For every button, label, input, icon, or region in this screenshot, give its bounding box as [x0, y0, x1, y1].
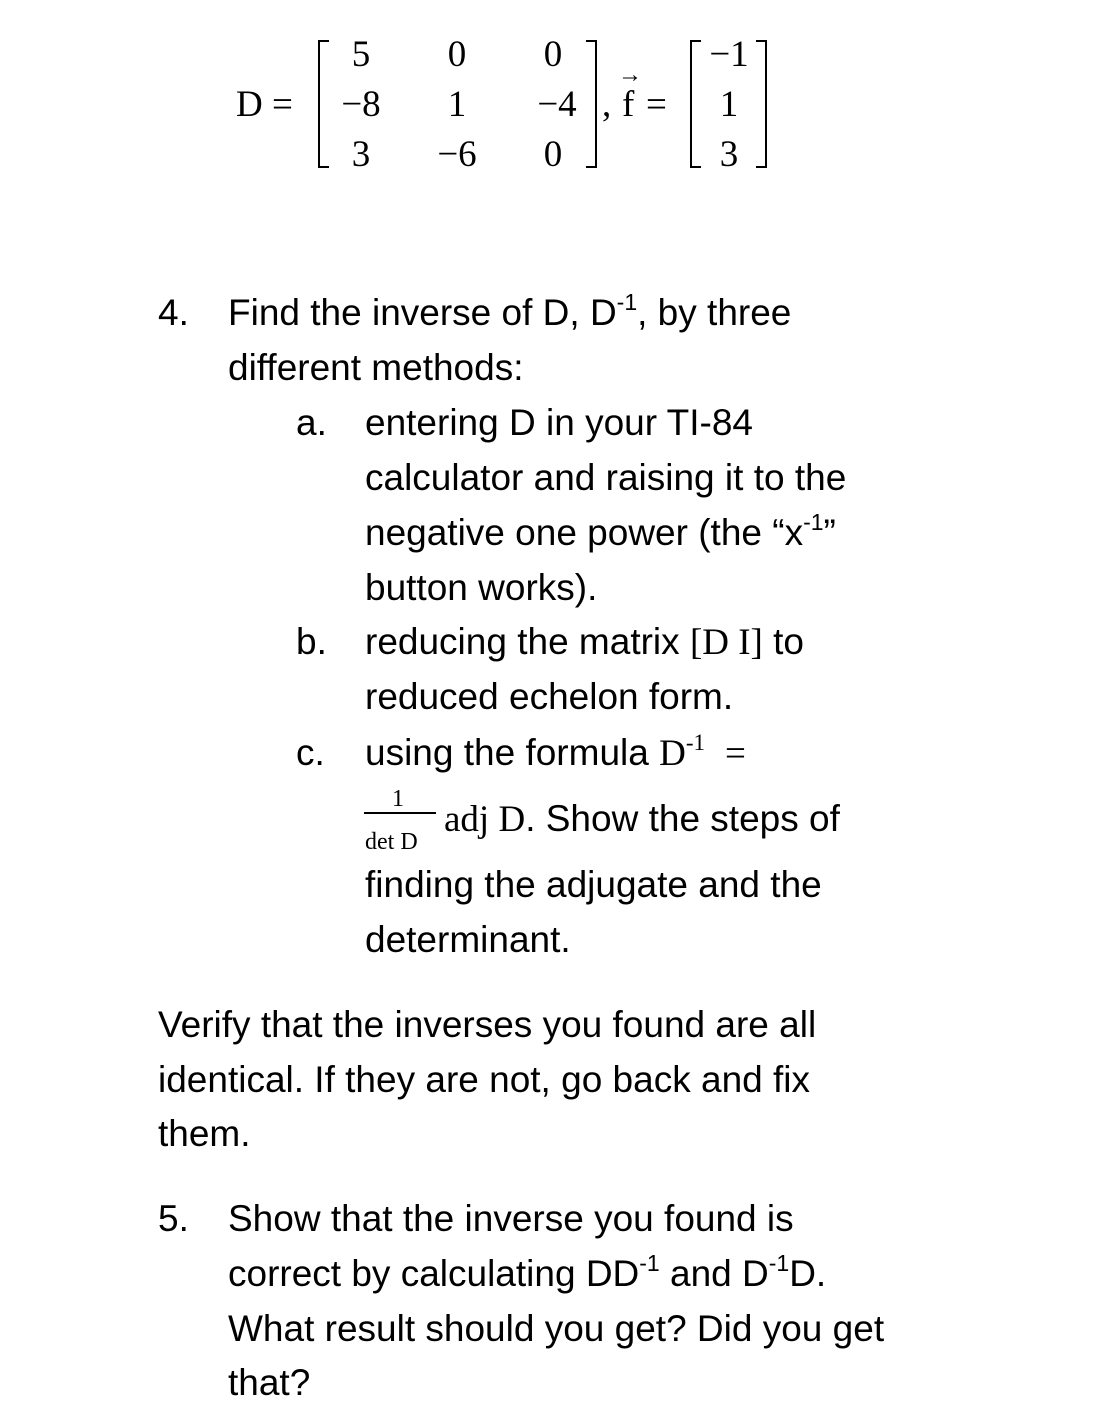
- q4c-line1-eq: =: [725, 733, 746, 774]
- q4a-marker: a.: [296, 402, 327, 443]
- q5-line2-sup1: -1: [639, 1250, 660, 1276]
- matrix-d-r1c1: 5: [351, 34, 371, 75]
- fraction-bar: [364, 812, 436, 814]
- q4a-line-3: [365, 509, 836, 553]
- q5-line2-c: D.: [789, 1253, 827, 1294]
- matrix-d-right-bracket: [586, 40, 597, 168]
- q5-number: 5.: [158, 1198, 189, 1239]
- matrix-d-r3c2: −6: [437, 134, 477, 175]
- q4a-line3-end: ”: [823, 512, 836, 553]
- vector-f-r3: 3: [719, 134, 739, 175]
- q5-line2-a: correct by calculating DD: [228, 1253, 640, 1294]
- q4a-line-4: button works).: [365, 567, 598, 608]
- q4b-line1-math: [D I]: [689, 622, 763, 663]
- q4c-line2-math: adj D: [444, 799, 526, 840]
- q4-number: 4.: [158, 292, 189, 333]
- f-equals: =: [646, 84, 667, 125]
- equation-comma: ,: [602, 84, 612, 125]
- q4-line-2: different methods:: [228, 347, 524, 388]
- d-label: D =: [236, 84, 293, 125]
- q4a-line-2: calculator and raising it to the: [365, 457, 847, 498]
- q5-line2-b: and D: [659, 1253, 769, 1294]
- q4c-line-2: [444, 800, 840, 838]
- f-label: f: [622, 84, 635, 125]
- q5-line-2: [228, 1250, 827, 1294]
- matrix-d-r2c3: −4: [537, 84, 577, 125]
- q4b-line-1: [365, 623, 804, 661]
- q4a-line3-text: negative one power (the “x: [365, 512, 804, 553]
- verify-line-3: them.: [158, 1113, 251, 1154]
- q4c-line1-sup: -1: [685, 730, 706, 755]
- vector-f-r2: 1: [719, 84, 739, 125]
- matrix-d-r2c2: 1: [447, 84, 467, 125]
- matrix-d-r3c1: 3: [351, 134, 371, 175]
- vector-arrow-icon: →: [618, 62, 642, 88]
- q4c-marker: c.: [296, 732, 325, 773]
- vector-f-r1: −1: [709, 34, 749, 75]
- q4c-line-1: [365, 730, 746, 774]
- q4b-line1-pre: reducing the matrix: [365, 621, 690, 662]
- verify-line-1: Verify that the inverses you found are all: [158, 1004, 817, 1045]
- matrix-d-r2c1: −8: [341, 84, 381, 125]
- fraction-denominator: det D: [365, 829, 418, 855]
- q4-line-1: [228, 289, 792, 333]
- q5-line-3: What result should you get? Did you get: [228, 1308, 885, 1349]
- matrix-d-r1c2: 0: [447, 34, 467, 75]
- q4c-line1-math: D: [659, 733, 686, 774]
- q4-line1-text: Find the inverse of D, D: [228, 292, 617, 333]
- q4c-line-4: determinant.: [365, 919, 571, 960]
- vector-f-right-bracket: [756, 40, 767, 168]
- q4c-line2-post: . Show the steps of: [525, 798, 840, 839]
- fraction-numerator: 1: [392, 786, 404, 812]
- matrix-d-r1c3: 0: [543, 34, 563, 75]
- q4b-line-2: reduced echelon form.: [365, 676, 734, 717]
- q4a-line3-sup: -1: [803, 509, 824, 535]
- verify-line-2: identical. If they are not, go back and fix: [158, 1059, 810, 1100]
- q4c-line1-pre: using the formula: [365, 732, 660, 773]
- q5-line-4: that?: [228, 1362, 311, 1403]
- q4c-line-3: finding the adjugate and the: [365, 864, 822, 905]
- q5-line-1: Show that the inverse you found is: [228, 1198, 794, 1239]
- matrix-d-r3c3: 0: [543, 134, 563, 175]
- q4-line1-sup: -1: [616, 289, 638, 315]
- q5-line2-sup2: -1: [768, 1250, 790, 1276]
- q4b-line1-post: to: [762, 621, 805, 662]
- q4-line1-end: , by three: [637, 292, 792, 333]
- q4a-line-1: entering D in your TI-84: [365, 402, 754, 443]
- q4b-marker: b.: [296, 621, 327, 662]
